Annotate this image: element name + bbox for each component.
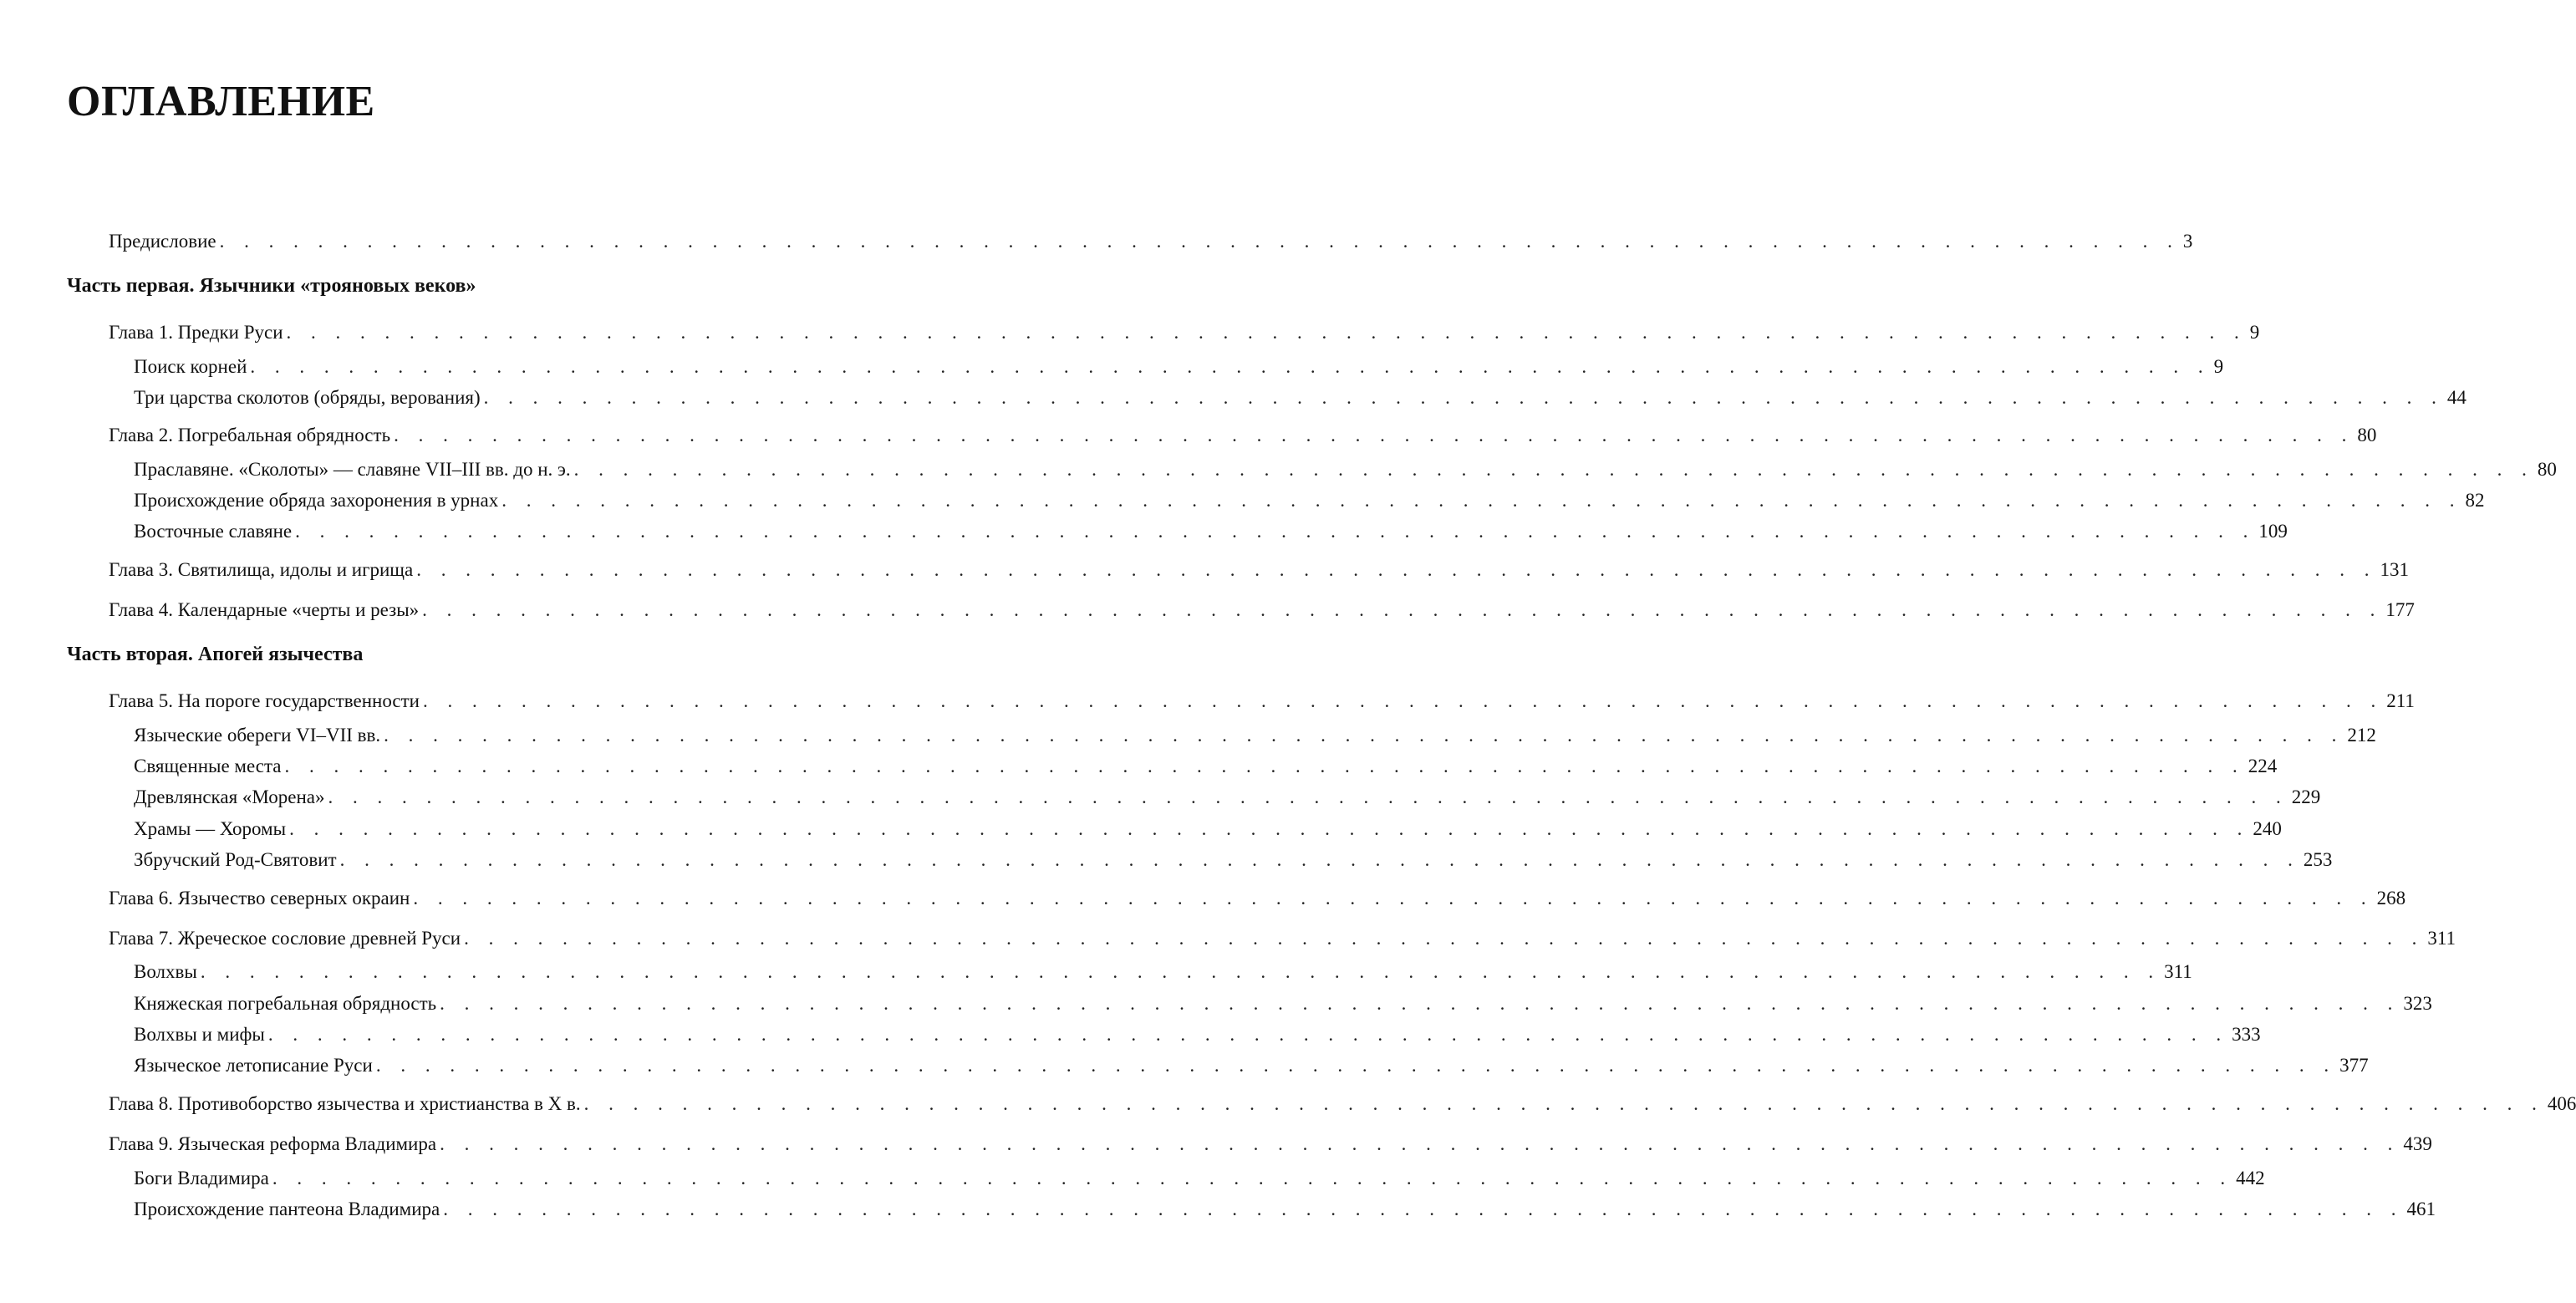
toc-entry-section[interactable] xyxy=(134,815,2282,843)
toc-page-number: 3 xyxy=(2182,231,2193,252)
toc-entry-section[interactable] xyxy=(134,958,2192,986)
toc-page-number: 109 xyxy=(2258,521,2288,542)
dot-leader: . . . . . . . . . . . . . . . . . . . . . . . . . . . . . . . . . . . . . . . . . . . . . . . . . . . . . . . . . . . . . . . . . . . . . . . . . . . . . . . . xyxy=(384,725,2344,746)
toc-page-number: 439 xyxy=(2403,1133,2432,1154)
toc-entry-section[interactable] xyxy=(134,384,2467,412)
dot-leader: . . . . . . . . . . . . . . . . . . . . . . . . . . . . . . . . . . . . . . . . . . . . . . . . . . . . . . . . . . . . . . . . . . . . . . . . . . . . . . . . xyxy=(200,961,2161,982)
toc-entry-section[interactable] xyxy=(134,1164,2265,1193)
toc-page-number: 268 xyxy=(2376,888,2406,909)
toc-entry-section[interactable] xyxy=(134,1195,2436,1224)
dot-leader: . . . . . . . . . . . . . . . . . . . . . . . . . . . . . . . . . . . . . . . . . . . . . . . . . . . . . . . . . . . . . . . . . . . . . . . . . . . . . . . . xyxy=(272,1168,2233,1188)
toc-label: Волхвы и мифы xyxy=(134,1024,265,1045)
toc-page-number: 229 xyxy=(2291,786,2321,807)
dot-leader: . . . . . . . . . . . . . . . . . . . . . . . . . . . . . . . . . . . . . . . . . . . . . . . . . . . . . . . . . . . . . . . . . . . . . . . . . . . . . . . . xyxy=(501,490,2462,511)
toc-label: Священные места xyxy=(134,756,282,776)
toc-page-number: 177 xyxy=(2385,599,2415,620)
toc-label: Поиск корней xyxy=(134,356,247,377)
toc-label: Происхождение пантеона Владимира xyxy=(134,1199,440,1219)
toc-label: Глава 3. Святилища, идолы и игрища xyxy=(109,559,414,580)
toc-label: Глава 6. Язычество северных окраин xyxy=(109,888,410,909)
toc-entry-preface[interactable] xyxy=(109,227,2193,256)
toc-entry-chapter-5[interactable] xyxy=(109,687,2415,715)
toc-page-number: 333 xyxy=(2232,1024,2261,1045)
toc-page-number: 442 xyxy=(2236,1168,2265,1188)
part-heading-1: Часть первая. Язычники «трояновых веков» xyxy=(67,275,476,297)
toc-label: Древлянская «Морена» xyxy=(134,786,325,807)
toc-label: Три царства сколотов (обряды, верования) xyxy=(134,387,481,408)
dot-leader: . . . . . . . . . . . . . . . . . . . . . . . . . . . . . . . . . . . . . . . . . . . . . . . . . . . . . . . . . . . . . . . . . . . . . . . . . . . . . . . . xyxy=(250,356,2211,377)
toc-entry-section[interactable] xyxy=(134,353,2224,381)
toc-page-number: 9 xyxy=(2213,356,2224,377)
toc-entry-section[interactable] xyxy=(134,846,2333,874)
toc-label: Предисловие xyxy=(109,231,216,252)
toc-entry-section[interactable] xyxy=(134,752,2278,781)
toc-page-number: 82 xyxy=(2465,490,2485,511)
toc-entry-chapter-4[interactable] xyxy=(109,596,2415,624)
toc-entry-chapter-9[interactable] xyxy=(109,1130,2432,1158)
toc-entry-chapter-3[interactable] xyxy=(109,556,2409,584)
toc-label: Боги Владимира xyxy=(134,1168,269,1188)
toc-entry-chapter-8[interactable] xyxy=(109,1090,2576,1118)
dot-leader: . . . . . . . . . . . . . . . . . . . . . . . . . . . . . . . . . . . . . . . . . . . . . . . . . . . . . . . . . . . . . . . . . . . . . . . . . . . . . . . . xyxy=(375,1055,2337,1076)
part-heading-2: Часть вторая. Апогей язычества xyxy=(67,644,364,665)
toc-label: Княжеская погребальная обрядность xyxy=(134,993,437,1014)
toc-label: Глава 4. Календарные «черты и резы» xyxy=(109,599,420,620)
toc-label: Глава 7. Жреческое сословие древней Руси xyxy=(109,928,461,949)
toc-entry-chapter-2[interactable] xyxy=(109,421,2377,450)
dot-leader: . . . . . . . . . . . . . . . . . . . . . . . . . . . . . . . . . . . . . . . . . . . . . . . . . . . . . . . . . . . . . . . . . . . . . . . . . . . . . . . . xyxy=(328,786,2288,807)
toc-label: Глава 2. Погребальная обрядность xyxy=(109,425,391,445)
toc-label: Праславяне. «Сколоты» — славяне VII–III вв. до н. э. xyxy=(134,459,571,480)
toc-entry-section[interactable] xyxy=(134,721,2376,750)
toc-entry-section[interactable] xyxy=(134,486,2485,515)
toc-entry-section[interactable] xyxy=(134,990,2432,1018)
toc-entry-section[interactable] xyxy=(134,783,2321,812)
toc-page-number: 224 xyxy=(2248,756,2278,776)
dot-leader: . . . . . . . . . . . . . . . . . . . . . . . . . . . . . . . . . . . . . . . . . . . . . . . . . . . . . . . . . . . . . . . . . . . . . . . . . . . . . . . . xyxy=(284,756,2245,776)
toc-label: Языческое летописание Руси xyxy=(134,1055,373,1076)
toc-page-number: 311 xyxy=(2164,961,2192,982)
dot-leader: . . . . . . . . . . . . . . . . . . . . . . . . . . . . . . . . . . . . . . . . . . . . . . . . . . . . . . . . . . . . . . . . . . . . . . . . . . . . . . . . xyxy=(440,993,2400,1014)
toc-label: Глава 9. Языческая реформа Владимира xyxy=(109,1133,437,1154)
dot-leader: . . . . . . . . . . . . . . . . . . . . . . . . . . . . . . . . . . . . . . . . . . . . . . . . . . . . . . . . . . . . . . . . . . . . . . . . . . . . . . . . xyxy=(483,387,2444,408)
toc-label: Языческие обереги VI–VII вв. xyxy=(134,725,381,746)
dot-leader: . . . . . . . . . . . . . . . . . . . . . . . . . . . . . . . . . . . . . . . . . . . . . . . . . . . . . . . . . . . . . . . . . . . . . . . . . . . . . . . . xyxy=(573,459,2534,480)
toc-entry-chapter-7[interactable] xyxy=(109,924,2456,953)
dot-leader: . . . . . . . . . . . . . . . . . . . . . . . . . . . . . . . . . . . . . . . . . . . . . . . . . . . . . . . . . . . . . . . . . . . . . . . . . . . . . . . . xyxy=(286,322,2247,343)
dot-leader: . . . . . . . . . . . . . . . . . . . . . . . . . . . . . . . . . . . . . . . . . . . . . . . . . . . . . . . . . . . . . . . . . . . . . . . . . . . . . . . . xyxy=(289,818,2250,839)
toc-label: Глава 8. Противоборство язычества и христианства в X в. xyxy=(109,1093,581,1114)
toc-label: Глава 1. Предки Руси xyxy=(109,322,283,343)
dot-leader: . . . . . . . . . . . . . . . . . . . . . . . . . . . . . . . . . . . . . . . . . . . . . . . . . . . . . . . . . . . . . . . . . . . . . . . . . . . . . . . . xyxy=(394,425,2355,445)
toc-label: Храмы — Хоромы xyxy=(134,818,287,839)
toc-page-number: 377 xyxy=(2339,1055,2369,1076)
toc-page-number: 311 xyxy=(2427,928,2456,949)
dot-leader: . . . . . . . . . . . . . . . . . . . . . . . . . . . . . . . . . . . . . . . . . . . . . . . . . . . . . . . . . . . . . . . . . . . . . . . . . . . . . . . . xyxy=(416,559,2377,580)
toc-entry-section[interactable] xyxy=(134,517,2288,546)
dot-leader: . . . . . . . . . . . . . . . . . . . . . . . . . . . . . . . . . . . . . . . . . . . . . . . . . . . . . . . . . . . . . . . . . . . . . . . . . . . . . . . . xyxy=(422,599,2383,620)
dot-leader: . . . . . . . . . . . . . . . . . . . . . . . . . . . . . . . . . . . . . . . . . . . . . . . . . . . . . . . . . . . . . . . . . . . . . . . . . . . . . . . . xyxy=(267,1024,2229,1045)
toc-label: Волхвы xyxy=(134,961,197,982)
dot-leader: . . . . . . . . . . . . . . . . . . . . . . . . . . . . . . . . . . . . . . . . . . . . . . . . . . . . . . . . . . . . . . . . . . . . . . . . . . . . . . . . xyxy=(423,690,2384,711)
toc-page-number: 211 xyxy=(2386,690,2415,711)
toc-label: Восточные славяне xyxy=(134,521,293,542)
dot-leader: . . . . . . . . . . . . . . . . . . . . . . . . . . . . . . . . . . . . . . . . . . . . . . . . . . . . . . . . . . . . . . . . . . . . . . . . . . . . . . . . xyxy=(295,521,2256,542)
dot-leader: . . . . . . . . . . . . . . . . . . . . . . . . . . . . . . . . . . . . . . . . . . . . . . . . . . . . . . . . . . . . . . . . . . . . . . . . . . . . . . . . xyxy=(443,1199,2404,1219)
dot-leader: . . . . . . . . . . . . . . . . . . . . . . . . . . . . . . . . . . . . . . . . . . . . . . . . . . . . . . . . . . . . . . . . . . . . . . . . . . . . . . . . xyxy=(219,231,2180,252)
dot-leader: . . . . . . . . . . . . . . . . . . . . . . . . . . . . . . . . . . . . . . . . . . . . . . . . . . . . . . . . . . . . . . . . . . . . . . . . . . . . . . . . xyxy=(339,849,2300,870)
toc-page-number: 44 xyxy=(2446,387,2467,408)
toc-page-number: 461 xyxy=(2406,1199,2436,1219)
toc-page-number: 323 xyxy=(2403,993,2432,1014)
toc-entry-section[interactable] xyxy=(134,456,2557,484)
toc-page-number: 80 xyxy=(2537,459,2557,480)
toc-page-number: 9 xyxy=(2249,322,2260,343)
toc-entry-chapter-1[interactable] xyxy=(109,318,2260,347)
dot-leader: . . . . . . . . . . . . . . . . . . . . . . . . . . . . . . . . . . . . . . . . . . . . . . . . . . . . . . . . . . . . . . . . . . . . . . . . . . . . . . . . xyxy=(464,928,2425,949)
toc-label: Збручский Род-Святовит xyxy=(134,849,337,870)
toc-page-number: 240 xyxy=(2253,818,2282,839)
toc-entry-section[interactable] xyxy=(134,1021,2261,1049)
dot-leader: . . . . . . . . . . . . . . . . . . . . . . . . . . . . . . . . . . . . . . . . . . . . . . . . . . . . . . . . . . . . . . . . . . . . . . . . . . . . . . . . xyxy=(583,1093,2544,1114)
toc-page-number: 212 xyxy=(2347,725,2376,746)
toc-page-number: 253 xyxy=(2303,849,2333,870)
toc-entry-chapter-6[interactable] xyxy=(109,884,2406,913)
toc-label: Происхождение обряда захоронения в урнах xyxy=(134,490,499,511)
toc-label: Глава 5. На пороге государственности xyxy=(109,690,420,711)
dot-leader: . . . . . . . . . . . . . . . . . . . . . . . . . . . . . . . . . . . . . . . . . . . . . . . . . . . . . . . . . . . . . . . . . . . . . . . . . . . . . . . . xyxy=(413,888,2374,909)
toc-page-number: 80 xyxy=(2357,425,2377,445)
toc-page-number: 131 xyxy=(2380,559,2409,580)
toc-entry-section[interactable] xyxy=(134,1051,2369,1080)
toc-page-number: 406 xyxy=(2547,1093,2576,1114)
dot-leader: . . . . . . . . . . . . . . . . . . . . . . . . . . . . . . . . . . . . . . . . . . . . . . . . . . . . . . . . . . . . . . . . . . . . . . . . . . . . . . . . xyxy=(440,1133,2400,1154)
page-title: ОГЛАВЛЕНИЕ xyxy=(67,78,375,125)
